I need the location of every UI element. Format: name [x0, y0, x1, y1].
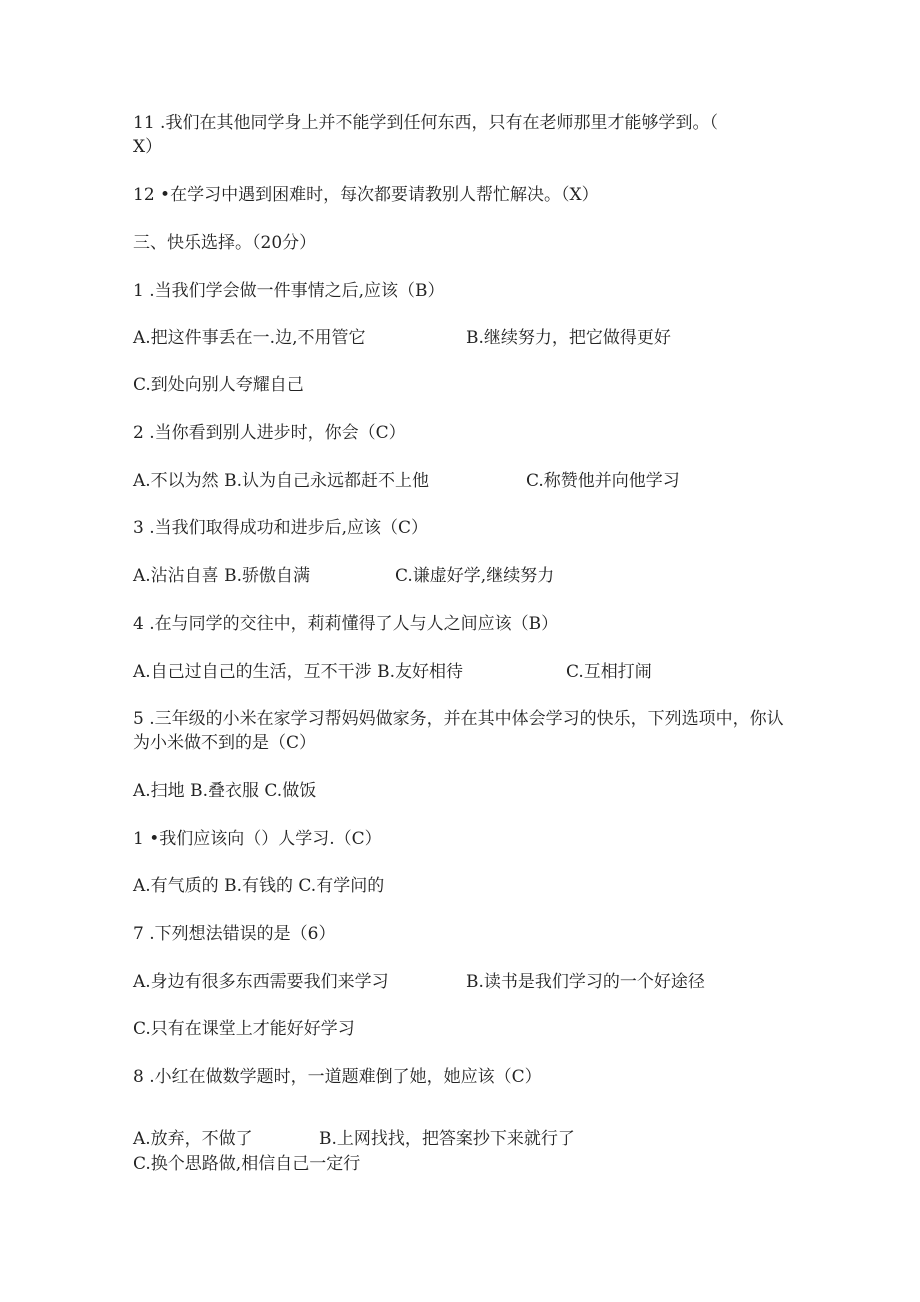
option-b: B.读书是我们学习的一个好途径	[466, 972, 705, 992]
section-title: 三、快乐选择。（20分）	[133, 233, 317, 253]
option-b: B.上网找找，把答案抄下来就行了	[319, 1129, 575, 1149]
question-6: 1 •我们应该向（）人学习.（C）	[133, 829, 382, 849]
tf-item-12: 12 •在学习中遇到困难时，每次都要请教别人帮忙解决。（X）	[133, 185, 599, 205]
question-5: 5 .三年级的小米在家学习帮妈妈做家务，并在其中体会学习的快乐，下列选项中，你认为小米做不到的是（C）	[133, 709, 784, 753]
option-a: A.把这件事丢在一.边,不用管它	[133, 328, 366, 348]
question-2: 2 .当你看到别人进步时，你会（C）	[133, 423, 406, 443]
option-c: C.到处向别人夸耀自己	[133, 375, 304, 395]
options-ab: A.不以为然 B.认为自己永远都赶不上他	[133, 471, 429, 491]
tf-item-11: 11 .我们在其他同学身上并不能学到任何东西，只有在老师那里才能够学到。（	[133, 113, 718, 133]
option-c: C.换个思路做,相信自己一定行	[133, 1154, 361, 1174]
question-8: 8 .小红在做数学题时，一道题难倒了她，她应该（C）	[133, 1067, 542, 1087]
option-c: C.只有在课堂上才能好好学习	[133, 1019, 355, 1039]
option-c: C.谦虚好学,继续努力	[395, 566, 555, 586]
option-c: C.称赞他并向他学习	[526, 471, 680, 491]
question-4: 4 .在与同学的交往中，莉莉懂得了人与人之间应该（B）	[133, 614, 559, 634]
tf-item-11-continuation: X）	[133, 137, 163, 157]
options-abc: A.有气质的 B.有钱的 C.有学问的	[133, 876, 385, 896]
options-ab: A.自己过自己的生活，互不干涉 B.友好相待	[133, 662, 463, 682]
options-ab: A.沾沾自喜 B.骄傲自满	[133, 566, 310, 586]
option-a: A.放弃，不做了	[133, 1129, 253, 1149]
option-b: B.继续努力，把它做得更好	[466, 328, 671, 348]
question-7: 7 .下列想法错误的是（6）	[133, 924, 336, 944]
option-c: C.互相打闹	[566, 662, 652, 682]
option-a: A.身边有很多东西需要我们来学习	[133, 972, 389, 992]
options-abc: A.扫地 B.叠衣服 C.做饭	[133, 781, 317, 801]
question-1: 1 .当我们学会做一件事情之后,应该（B）	[133, 281, 445, 301]
question-3: 3 .当我们取得成功和进步后,应该（C）	[133, 518, 429, 538]
